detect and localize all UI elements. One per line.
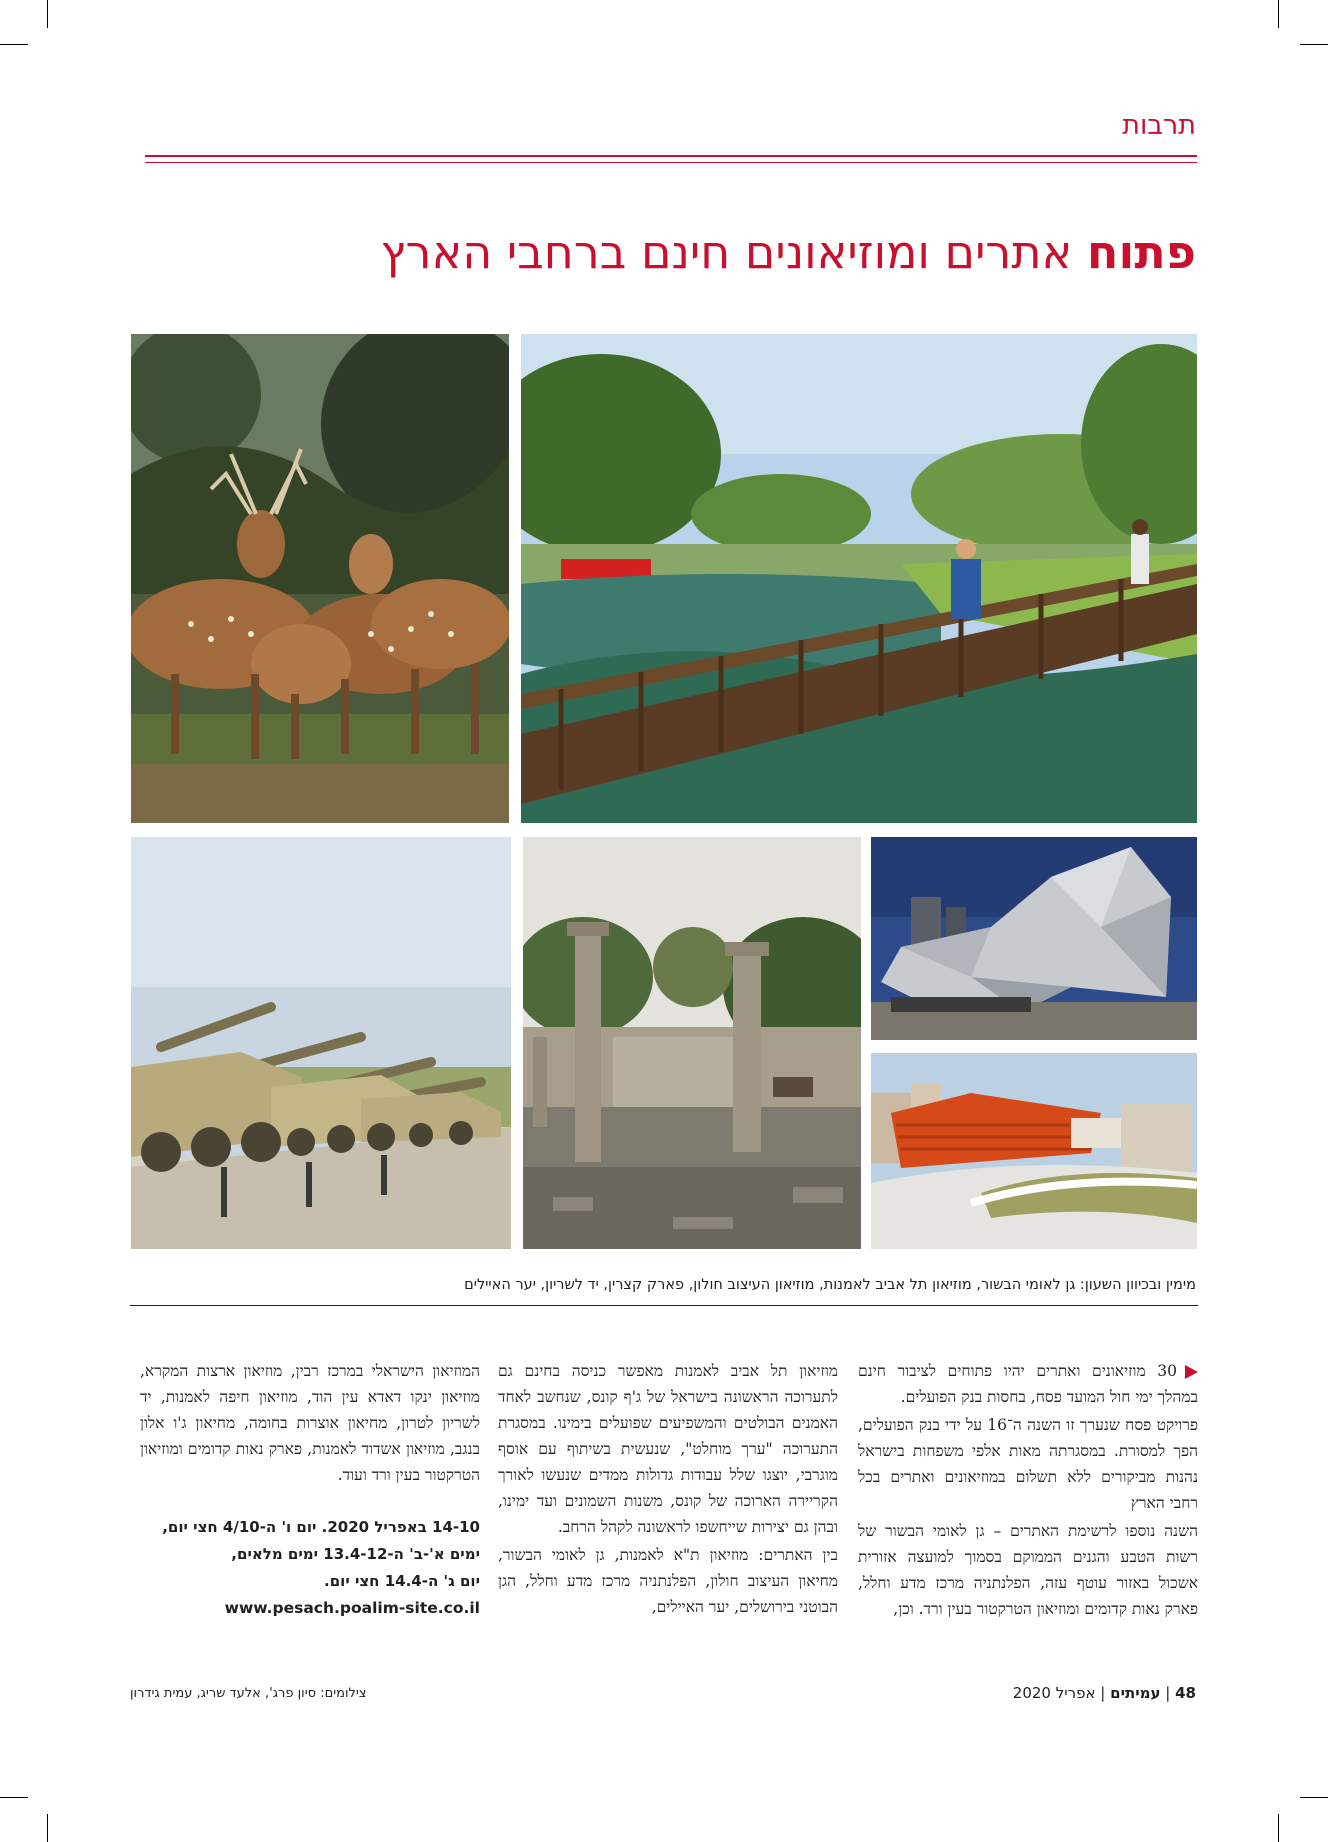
event-dates [140,1514,480,1595]
article-paragraph: פרויקט פסח שנערך זו השנה ה־16 על ידי בנק הפועלים, הפך למסורת. במסגרתה מאות אלפי משפחות בישראל נהנות מביקורים ללא תשלום במוזיאונים ואתרים בכל רחבי הארץ [858,1416,1198,1512]
dates-line: 14-10 באפריל 2020. יום ו' ה-4/10 חצי יום, [162,1518,480,1536]
article-paragraph: 30 מוזיאונים ואתרים יהיו פתוחים לציבור חינם במהלך ימי חול המועד פסח, בחסות בנק הפועלים. [858,1362,1198,1406]
caption-rule [130,1305,1198,1306]
headline-text: אתרים ומוזיאונים חינם ברחבי הארץ [380,225,1087,279]
tanks-photo [131,837,511,1249]
website-link[interactable]: www.pesach.poalim-site.co.il [224,1599,480,1617]
deer-photo [131,334,509,823]
modern-grey-museum-photo [871,837,1197,1040]
header-rule [145,155,1197,157]
article-paragraph: בין האתרים: מוזיאון ת"א לאמנות, גן לאומי הבשור, מחיאון העיצוב חולון, הפלנתניה מרכז מדע וחלל, הגן הבוטני בירושלים, יער האיילים, [498,1546,838,1616]
photo-credits: צילומים: סיון פרג', אלעד שריג, עמית גידרון [130,1686,367,1701]
article-column-left [140,1358,480,1621]
issue-date: אפריל 2020 [1012,1684,1096,1702]
red-design-museum-photo [871,1053,1197,1249]
page-number: 48 [1175,1684,1196,1702]
ancient-columns-photo [523,837,861,1249]
article-column-right [858,1358,1198,1624]
article-column-middle [498,1358,838,1622]
footer-separator: | [1100,1684,1106,1702]
magazine-name: עמיתים [1110,1684,1161,1702]
footer-separator: | [1165,1684,1171,1702]
article-paragraph: השנה נוספו לרשימת האתרים – גן לאומי הבשור של רשות הטבע והגנים הממוקם בסמוך למועצה אזורית אשכול באזור עוטף עזה, הפלנתניה מרכז מדע וחלל, פארק נאות קדומים ומוזיאון הטרקטור בעין ורד. וכן, [858,1522,1198,1618]
headline-keyword: פתוח [1086,225,1196,279]
article-paragraph: מוזיאון תל אביב לאמנות מאפשר כניסה בחינם גם לתערוכה הראשונה בישראל של ג'ף קונס, שנחשב לאחד האמנים הבולטים והמשפיעים שפועלים בימינו. במסגרת התערוכה "ערך מוחלט", שנעשית בשיתוף עם אוסף מוגרבי, יוצגו שלל עבודות גדולות ממדים שנעשו לאורך הקריירה הארוכה של קונס, משנות השמונים ועד ימינו, ובהן גם יצירות שייחשפו לראשונה לקהל הרחב. [498,1362,838,1536]
dates-line: יום ג' ה-14.4 חצי יום. [324,1572,480,1590]
page-footer [1013,1684,1196,1702]
header-rule-thin [145,162,1197,163]
section-label: תרבות [1122,110,1196,141]
dates-line: ימים א'-ב' ה-13.4-12 ימים מלאים, [231,1545,480,1563]
park-bridge-photo [521,334,1197,823]
photo-caption: מימין ובכיוון השעון: גן לאומי הבשור, מוזיאון תל אביב לאמנות, מוזיאון העיצוב חולון, פארק קצרין, יד לשריון, יער האיילים [464,1277,1196,1293]
article-paragraph: המוזיאון הישראלי במרכז רבין, מוזיאון ארצות המקרא, מוזיאון ינקו דאדא עין הוד, מוזיאון חיפה לאמנות, יד לשריון לטרון, מחיאון אוצרות בחומה, מחיאון ג'ו אלון בנגב, מוזיאון אשדוד לאמנות, פארק נאות קדומים ומוזיאון הטרקטור בעין ורד ועוד. [140,1362,480,1484]
bullet-arrow-icon [1185,1365,1198,1379]
headline [381,225,1196,279]
